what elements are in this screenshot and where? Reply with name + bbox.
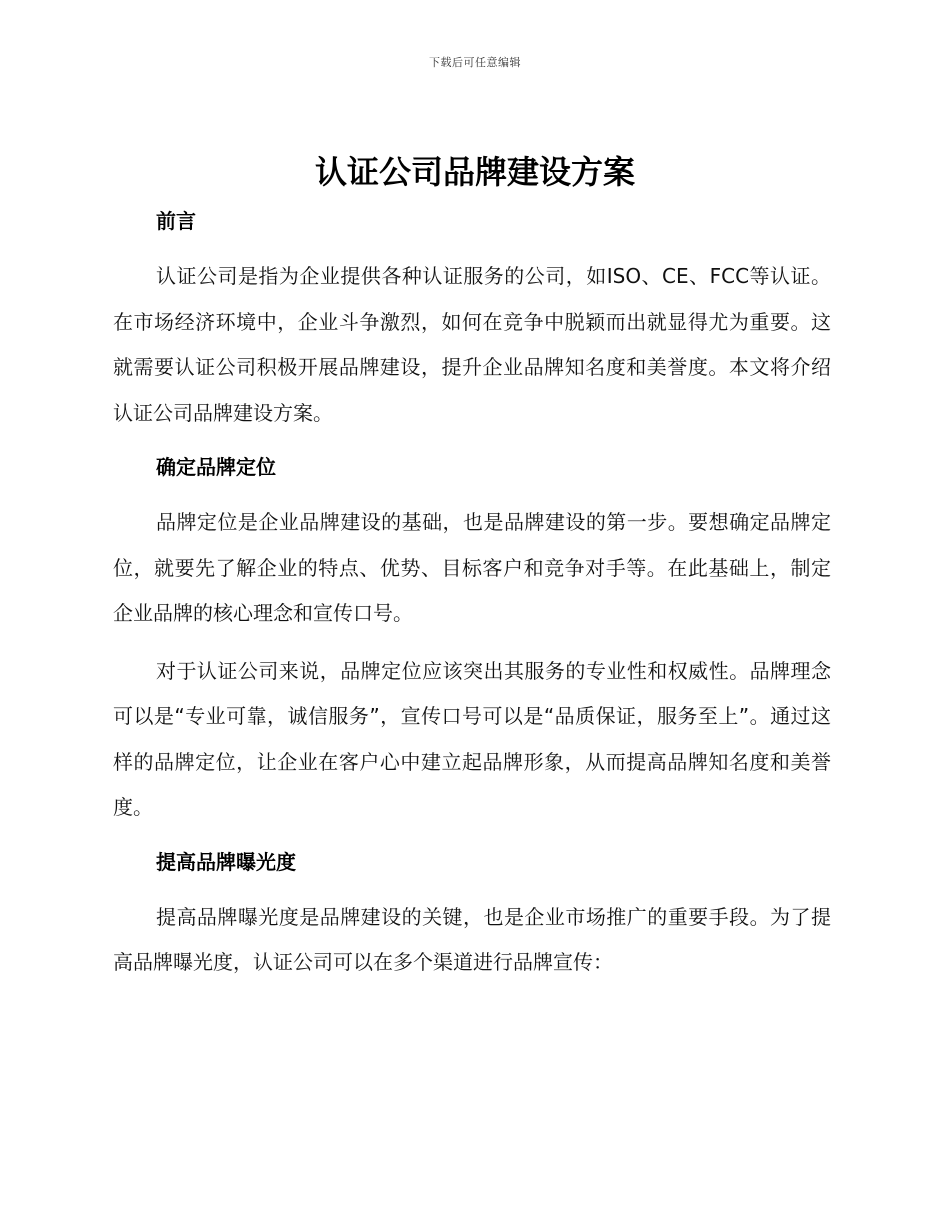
paragraph-brand-exposure: 提高品牌曝光度是品牌建设的关键，也是企业市场推广的重要手段。为了提高品牌曝光度，认证公司可以在多个渠道进行品牌宣传：	[113, 904, 831, 974]
paragraph-brand-positioning-2: 对于认证公司来说，品牌定位应该突出其服务的专业性和权威性。品牌理念可以是“专业可靠，诚信服务”，宣传口号可以是“品质保证，服务至上”。通过这样的品牌定位，让企业在客户心中建立起品牌形象，从而提高品牌知名度和美誉度。	[113, 658, 831, 819]
section-heading-preface: 前言	[156, 209, 196, 233]
section-heading-brand-exposure: 提高品牌曝光度	[156, 849, 296, 874]
document-title: 认证公司品牌建设方案	[314, 153, 635, 191]
paragraph-preface: 认证公司是指为企业提供各种认证服务的公司，如ISO、CE、FCC等认证。在市场经济环境中，企业斗争激烈，如何在竞争中脱颖而出就显得尤为重要。这就需要认证公司积极开展品牌建设，提升企业品牌知名度和美誉度。本文将介绍认证公司品牌建设方案。	[113, 264, 831, 425]
section-heading-brand-positioning: 确定品牌定位	[156, 455, 276, 479]
document-body	[113, 202, 831, 986]
page-header-note: 下载后可任意编辑	[429, 56, 521, 69]
paragraph-brand-positioning-1: 品牌定位是企业品牌建设的基础，也是品牌建设的第一步。要想确定品牌定位，就要先了解企业的特点、优势、目标客户和竞争对手等。在此基础上，制定企业品牌的核心理念和宣传口号。	[113, 510, 831, 625]
